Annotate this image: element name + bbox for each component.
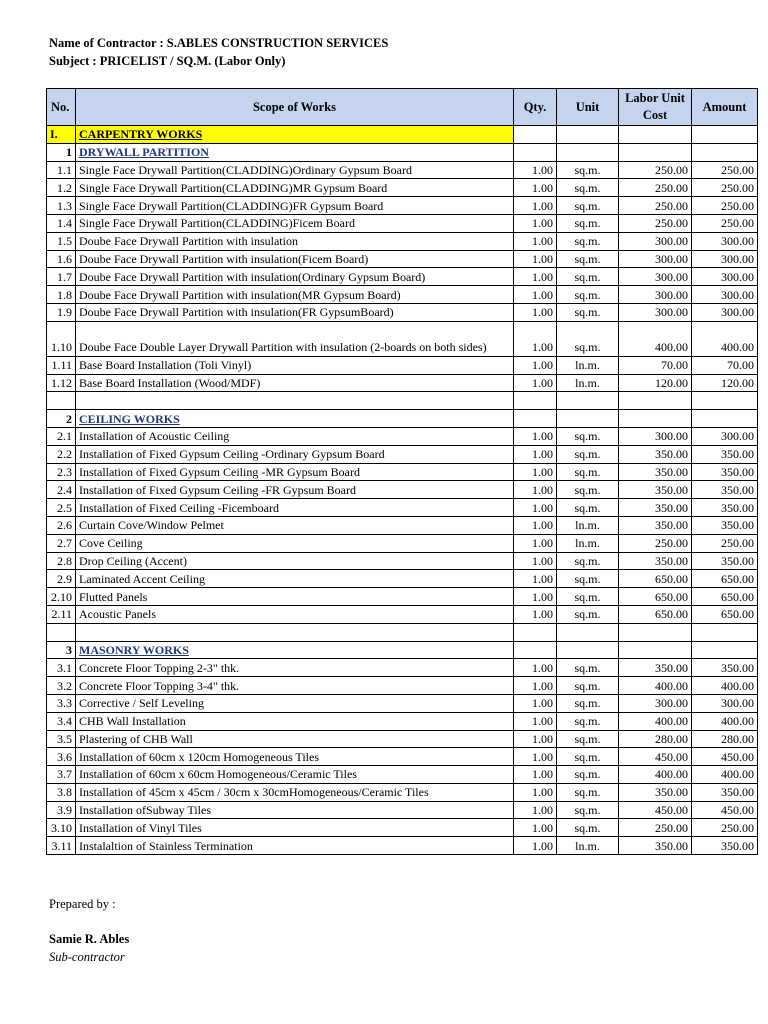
row-number-cell: 3.10 (47, 819, 76, 837)
row-number-cell (47, 623, 76, 641)
row-number-cell: 2.7 (47, 534, 76, 552)
table-row (47, 481, 758, 499)
row-number-cell: 1.5 (47, 232, 76, 250)
quantity-cell: 1.00 (514, 659, 557, 677)
table-row (47, 837, 758, 855)
unit-cell: sq.m. (557, 268, 619, 286)
quantity-cell: 1.00 (514, 481, 557, 499)
row-number-cell: 1.2 (47, 179, 76, 197)
quantity-cell: 1.00 (514, 356, 557, 374)
row-number-cell: 3.4 (47, 712, 76, 730)
labor-unit-cost-cell (619, 410, 692, 428)
row-number-cell: 1.10 (47, 321, 76, 356)
category-row (47, 126, 758, 144)
labor-unit-cost-cell: 400.00 (619, 321, 692, 356)
scope-of-work-cell: Concrete Floor Topping 2-3" thk. (76, 659, 514, 677)
quantity-cell: 1.00 (514, 605, 557, 623)
table-row (47, 374, 758, 392)
scope-of-work-cell: Corrective / Self Leveling (76, 694, 514, 712)
row-number-cell (47, 392, 76, 410)
scope-of-work-cell (76, 410, 514, 428)
unit-cell (557, 410, 619, 428)
amount-cell: 400.00 (692, 677, 758, 695)
row-number-cell: 2.2 (47, 445, 76, 463)
amount-cell: 400.00 (692, 766, 758, 784)
section-title: DRYWALL PARTITION (79, 145, 209, 160)
amount-cell: 70.00 (692, 356, 758, 374)
labor-unit-cost-cell: 400.00 (619, 712, 692, 730)
unit-cell: sq.m. (557, 783, 619, 801)
row-number-cell: 2.1 (47, 427, 76, 445)
table-row (47, 694, 758, 712)
table-row (47, 516, 758, 534)
row-number-cell: 1.8 (47, 286, 76, 304)
scope-of-work-cell (76, 392, 514, 410)
scope-of-work-cell: Plastering of CHB Wall (76, 730, 514, 748)
signer-name: Samie R. Ables (49, 932, 130, 946)
table-row (47, 570, 758, 588)
unit-cell (557, 143, 619, 161)
quantity-cell (514, 641, 557, 659)
unit-cell: sq.m. (557, 481, 619, 499)
table-row (47, 197, 758, 215)
quantity-cell: 1.00 (514, 677, 557, 695)
section-title: CARPENTRY WORKS (79, 127, 203, 142)
table-row (47, 463, 758, 481)
scope-of-work-cell: Single Face Drywall Partition(CLADDING)Ordinary Gypsum Board (76, 161, 514, 179)
labor-unit-cost-cell: 70.00 (619, 356, 692, 374)
amount-cell: 300.00 (692, 250, 758, 268)
col-header-no: No. (47, 89, 76, 126)
quantity-cell: 1.00 (514, 303, 557, 321)
amount-cell: 300.00 (692, 286, 758, 304)
labor-unit-cost-cell: 450.00 (619, 748, 692, 766)
table-row (47, 445, 758, 463)
amount-cell: 300.00 (692, 694, 758, 712)
scope-of-work-cell: Concrete Floor Topping 3-4" thk. (76, 677, 514, 695)
labor-unit-cost-cell: 250.00 (619, 197, 692, 215)
row-number-cell: 3.3 (47, 694, 76, 712)
unit-cell: sq.m. (557, 250, 619, 268)
row-number-cell: 2 (47, 410, 76, 428)
section-title: MASONRY WORKS (79, 642, 189, 657)
table-row (47, 801, 758, 819)
scope-of-work-cell: Installation of Fixed Gypsum Ceiling -Ordinary Gypsum Board (76, 445, 514, 463)
scope-of-work-cell: Drop Ceiling (Accent) (76, 552, 514, 570)
labor-unit-cost-cell: 450.00 (619, 801, 692, 819)
unit-cell: sq.m. (557, 214, 619, 232)
quantity-cell: 1.00 (514, 730, 557, 748)
unit-cell: sq.m. (557, 499, 619, 517)
table-row (47, 766, 758, 784)
row-number-cell: 2.11 (47, 605, 76, 623)
amount-cell: 650.00 (692, 605, 758, 623)
table-row (47, 214, 758, 232)
labor-unit-cost-cell: 350.00 (619, 516, 692, 534)
unit-cell: ln.m. (557, 516, 619, 534)
row-number-cell: 3.7 (47, 766, 76, 784)
scope-of-work-cell: Base Board Installation (Wood/MDF) (76, 374, 514, 392)
scope-of-work-cell (76, 641, 514, 659)
scope-of-work-cell: Installation of Acoustic Ceiling (76, 427, 514, 445)
quantity-cell: 1.00 (514, 179, 557, 197)
labor-unit-cost-cell: 300.00 (619, 286, 692, 304)
section-row (47, 143, 758, 161)
row-number-cell: 3.11 (47, 837, 76, 855)
quantity-cell: 1.00 (514, 250, 557, 268)
row-number-cell: 1.3 (47, 197, 76, 215)
table-row (47, 748, 758, 766)
quantity-cell: 1.00 (514, 268, 557, 286)
row-number-cell: 3.1 (47, 659, 76, 677)
blank-row (47, 392, 758, 410)
quantity-cell (514, 410, 557, 428)
scope-of-work-cell: Installation ofSubway Tiles (76, 801, 514, 819)
labor-unit-cost-cell: 350.00 (619, 837, 692, 855)
unit-cell: sq.m. (557, 605, 619, 623)
labor-unit-cost-cell (619, 143, 692, 161)
unit-cell (557, 641, 619, 659)
quantity-cell: 1.00 (514, 712, 557, 730)
amount-cell: 350.00 (692, 783, 758, 801)
quantity-cell: 1.00 (514, 321, 557, 356)
scope-of-work-cell: Doube Face Double Layer Drywall Partition with insulation (2-boards on both sides) (76, 321, 514, 356)
table-body (47, 126, 758, 855)
col-header-qty: Qty. (514, 89, 557, 126)
quantity-cell: 1.00 (514, 570, 557, 588)
scope-of-work-cell: Installation of 45cm x 45cm / 30cm x 30cmHomogeneous/Ceramic Tiles (76, 783, 514, 801)
row-number-cell: 3.9 (47, 801, 76, 819)
labor-unit-cost-cell: 250.00 (619, 534, 692, 552)
unit-cell (557, 392, 619, 410)
unit-cell: ln.m. (557, 534, 619, 552)
col-header-labor-unit-cost: Labor Unit Cost (619, 89, 692, 126)
scope-of-work-cell: Installation of Fixed Ceiling -Ficemboard (76, 499, 514, 517)
unit-cell: sq.m. (557, 730, 619, 748)
labor-unit-cost-cell: 650.00 (619, 570, 692, 588)
table-row (47, 303, 758, 321)
quantity-cell: 1.00 (514, 748, 557, 766)
scope-of-work-cell: Doube Face Drywall Partition with insulation(Ordinary Gypsum Board) (76, 268, 514, 286)
table-row (47, 499, 758, 517)
scope-of-work-cell: Installation of 60cm x 120cm Homogeneous Tiles (76, 748, 514, 766)
quantity-cell: 1.00 (514, 801, 557, 819)
quantity-cell: 1.00 (514, 427, 557, 445)
quantity-cell: 1.00 (514, 499, 557, 517)
scope-of-work-cell (76, 143, 514, 161)
amount-cell (692, 126, 758, 144)
amount-cell: 650.00 (692, 570, 758, 588)
unit-cell (557, 126, 619, 144)
labor-unit-cost-cell (619, 641, 692, 659)
amount-cell: 250.00 (692, 214, 758, 232)
table-row (47, 286, 758, 304)
row-number-cell: 1.12 (47, 374, 76, 392)
amount-cell: 350.00 (692, 499, 758, 517)
section-row (47, 641, 758, 659)
labor-unit-cost-cell: 250.00 (619, 179, 692, 197)
table-row (47, 179, 758, 197)
scope-of-work-cell: Installation of Fixed Gypsum Ceiling -FR Gypsum Board (76, 481, 514, 499)
section-title: CEILING WORKS (79, 411, 180, 426)
amount-cell: 350.00 (692, 659, 758, 677)
prepared-by-label: Prepared by : (49, 897, 116, 911)
amount-cell: 350.00 (692, 463, 758, 481)
scope-of-work-cell: Single Face Drywall Partition(CLADDING)Ficem Board (76, 214, 514, 232)
quantity-cell: 1.00 (514, 783, 557, 801)
table-row (47, 588, 758, 606)
amount-cell: 650.00 (692, 588, 758, 606)
amount-cell: 450.00 (692, 748, 758, 766)
amount-cell: 250.00 (692, 161, 758, 179)
unit-cell: sq.m. (557, 179, 619, 197)
scope-of-work-cell: Doube Face Drywall Partition with insulation (76, 232, 514, 250)
row-number-cell: 3.8 (47, 783, 76, 801)
amount-cell: 350.00 (692, 445, 758, 463)
amount-cell: 450.00 (692, 801, 758, 819)
labor-unit-cost-cell: 300.00 (619, 694, 692, 712)
amount-cell: 300.00 (692, 427, 758, 445)
row-number-cell: 1.4 (47, 214, 76, 232)
scope-of-work-cell: Doube Face Drywall Partition with insulation(FR GypsumBoard) (76, 303, 514, 321)
unit-cell: sq.m. (557, 570, 619, 588)
table-row (47, 250, 758, 268)
amount-cell: 250.00 (692, 534, 758, 552)
contractor-name: Name of Contractor : S.ABLES CONSTRUCTION SERVICES (49, 36, 389, 50)
col-header-amount: Amount (692, 89, 758, 126)
labor-unit-cost-cell: 300.00 (619, 232, 692, 250)
scope-of-work-cell: Installation of Fixed Gypsum Ceiling -MR Gypsum Board (76, 463, 514, 481)
labor-unit-cost-cell (619, 126, 692, 144)
table-row (47, 819, 758, 837)
table-row (47, 712, 758, 730)
quantity-cell: 1.00 (514, 694, 557, 712)
unit-cell: sq.m. (557, 232, 619, 250)
quantity-cell: 1.00 (514, 463, 557, 481)
document-subject: Subject : PRICELIST / SQ.M. (Labor Only) (49, 54, 286, 68)
row-number-cell: I. (47, 126, 76, 144)
scope-of-work-cell: Installation of 60cm x 60cm Homogeneous/Ceramic Tiles (76, 766, 514, 784)
quantity-cell (514, 126, 557, 144)
amount-cell: 350.00 (692, 552, 758, 570)
labor-unit-cost-cell (619, 392, 692, 410)
scope-of-work-cell: Single Face Drywall Partition(CLADDING)MR Gypsum Board (76, 179, 514, 197)
row-number-cell: 1.1 (47, 161, 76, 179)
unit-cell: sq.m. (557, 694, 619, 712)
quantity-cell: 1.00 (514, 552, 557, 570)
quantity-cell: 1.00 (514, 766, 557, 784)
amount-cell: 280.00 (692, 730, 758, 748)
row-number-cell: 2.3 (47, 463, 76, 481)
labor-unit-cost-cell: 120.00 (619, 374, 692, 392)
table-row (47, 356, 758, 374)
scope-of-work-cell: Doube Face Drywall Partition with insulation(Ficem Board) (76, 250, 514, 268)
labor-unit-cost-cell: 400.00 (619, 677, 692, 695)
amount-cell: 350.00 (692, 837, 758, 855)
row-number-cell: 2.10 (47, 588, 76, 606)
row-number-cell: 2.8 (47, 552, 76, 570)
quantity-cell: 1.00 (514, 837, 557, 855)
quantity-cell: 1.00 (514, 819, 557, 837)
table-row (47, 321, 758, 356)
amount-cell: 350.00 (692, 516, 758, 534)
table-row (47, 659, 758, 677)
quantity-cell: 1.00 (514, 534, 557, 552)
row-number-cell: 1.9 (47, 303, 76, 321)
scope-of-work-cell: Instalaltion of Stainless Termination (76, 837, 514, 855)
table-row (47, 268, 758, 286)
quantity-cell: 1.00 (514, 214, 557, 232)
scope-of-work-cell: Curtain Cove/Window Pelmet (76, 516, 514, 534)
amount-cell (692, 410, 758, 428)
blank-row (47, 623, 758, 641)
labor-unit-cost-cell: 400.00 (619, 766, 692, 784)
scope-of-work-cell: Acoustic Panels (76, 605, 514, 623)
table-row (47, 677, 758, 695)
labor-unit-cost-cell: 250.00 (619, 819, 692, 837)
table-row (47, 552, 758, 570)
unit-cell: sq.m. (557, 463, 619, 481)
row-number-cell: 3.5 (47, 730, 76, 748)
labor-unit-cost-cell: 350.00 (619, 445, 692, 463)
price-list-table (46, 88, 758, 855)
unit-cell: ln.m. (557, 356, 619, 374)
scope-of-work-cell: Doube Face Drywall Partition with insulation(MR Gypsum Board) (76, 286, 514, 304)
labor-unit-cost-cell: 350.00 (619, 463, 692, 481)
quantity-cell: 1.00 (514, 588, 557, 606)
scope-of-work-cell: Single Face Drywall Partition(CLADDING)FR Gypsum Board (76, 197, 514, 215)
scope-of-work-cell (76, 126, 514, 144)
row-number-cell: 1.7 (47, 268, 76, 286)
amount-cell: 300.00 (692, 303, 758, 321)
unit-cell: sq.m. (557, 197, 619, 215)
amount-cell: 400.00 (692, 712, 758, 730)
quantity-cell (514, 392, 557, 410)
row-number-cell: 1.11 (47, 356, 76, 374)
amount-cell: 120.00 (692, 374, 758, 392)
quantity-cell: 1.00 (514, 374, 557, 392)
labor-unit-cost-cell: 250.00 (619, 214, 692, 232)
table-row (47, 783, 758, 801)
unit-cell (557, 623, 619, 641)
labor-unit-cost-cell: 300.00 (619, 303, 692, 321)
row-number-cell: 2.4 (47, 481, 76, 499)
amount-cell: 250.00 (692, 179, 758, 197)
amount-cell: 350.00 (692, 481, 758, 499)
quantity-cell: 1.00 (514, 161, 557, 179)
amount-cell (692, 143, 758, 161)
amount-cell (692, 641, 758, 659)
amount-cell: 300.00 (692, 268, 758, 286)
col-header-unit: Unit (557, 89, 619, 126)
row-number-cell: 2.5 (47, 499, 76, 517)
unit-cell: sq.m. (557, 819, 619, 837)
table-row (47, 161, 758, 179)
labor-unit-cost-cell: 650.00 (619, 605, 692, 623)
scope-of-work-cell: Flutted Panels (76, 588, 514, 606)
table-header-row (47, 89, 758, 126)
unit-cell: sq.m. (557, 588, 619, 606)
col-header-scope: Scope of Works (76, 89, 514, 126)
scope-of-work-cell: Laminated Accent Ceiling (76, 570, 514, 588)
unit-cell: sq.m. (557, 801, 619, 819)
amount-cell: 400.00 (692, 321, 758, 356)
unit-cell: sq.m. (557, 748, 619, 766)
labor-unit-cost-cell: 300.00 (619, 268, 692, 286)
section-row (47, 410, 758, 428)
labor-unit-cost-cell: 350.00 (619, 783, 692, 801)
amount-cell: 250.00 (692, 197, 758, 215)
row-number-cell: 3.2 (47, 677, 76, 695)
unit-cell: ln.m. (557, 374, 619, 392)
quantity-cell: 1.00 (514, 286, 557, 304)
quantity-cell (514, 143, 557, 161)
table-row (47, 427, 758, 445)
signer-role: Sub-contractor (49, 950, 125, 964)
unit-cell: sq.m. (557, 321, 619, 356)
amount-cell (692, 623, 758, 641)
table-row (47, 605, 758, 623)
quantity-cell: 1.00 (514, 516, 557, 534)
amount-cell: 250.00 (692, 819, 758, 837)
labor-unit-cost-cell: 350.00 (619, 481, 692, 499)
quantity-cell (514, 623, 557, 641)
labor-unit-cost-cell (619, 623, 692, 641)
unit-cell: sq.m. (557, 712, 619, 730)
row-number-cell: 2.9 (47, 570, 76, 588)
row-number-cell: 1 (47, 143, 76, 161)
unit-cell: sq.m. (557, 445, 619, 463)
unit-cell: sq.m. (557, 766, 619, 784)
unit-cell: sq.m. (557, 303, 619, 321)
quantity-cell: 1.00 (514, 445, 557, 463)
labor-unit-cost-cell: 250.00 (619, 161, 692, 179)
quantity-cell: 1.00 (514, 232, 557, 250)
unit-cell: ln.m. (557, 837, 619, 855)
table-row (47, 232, 758, 250)
amount-cell (692, 392, 758, 410)
row-number-cell: 3.6 (47, 748, 76, 766)
labor-unit-cost-cell: 350.00 (619, 499, 692, 517)
scope-of-work-cell: Installation of Vinyl Tiles (76, 819, 514, 837)
scope-of-work-cell: Cove Ceiling (76, 534, 514, 552)
scope-of-work-cell: Base Board Installation (Toli Vinyl) (76, 356, 514, 374)
quantity-cell: 1.00 (514, 197, 557, 215)
row-number-cell: 2.6 (47, 516, 76, 534)
labor-unit-cost-cell: 280.00 (619, 730, 692, 748)
table-row (47, 534, 758, 552)
labor-unit-cost-cell: 300.00 (619, 250, 692, 268)
unit-cell: sq.m. (557, 161, 619, 179)
unit-cell: sq.m. (557, 677, 619, 695)
unit-cell: sq.m. (557, 286, 619, 304)
labor-unit-cost-cell: 300.00 (619, 427, 692, 445)
scope-of-work-cell: CHB Wall Installation (76, 712, 514, 730)
table-row (47, 730, 758, 748)
unit-cell: sq.m. (557, 427, 619, 445)
labor-unit-cost-cell: 650.00 (619, 588, 692, 606)
labor-unit-cost-cell: 350.00 (619, 659, 692, 677)
amount-cell: 300.00 (692, 232, 758, 250)
row-number-cell: 3 (47, 641, 76, 659)
row-number-cell: 1.6 (47, 250, 76, 268)
unit-cell: sq.m. (557, 552, 619, 570)
labor-unit-cost-cell: 350.00 (619, 552, 692, 570)
unit-cell: sq.m. (557, 659, 619, 677)
scope-of-work-cell (76, 623, 514, 641)
